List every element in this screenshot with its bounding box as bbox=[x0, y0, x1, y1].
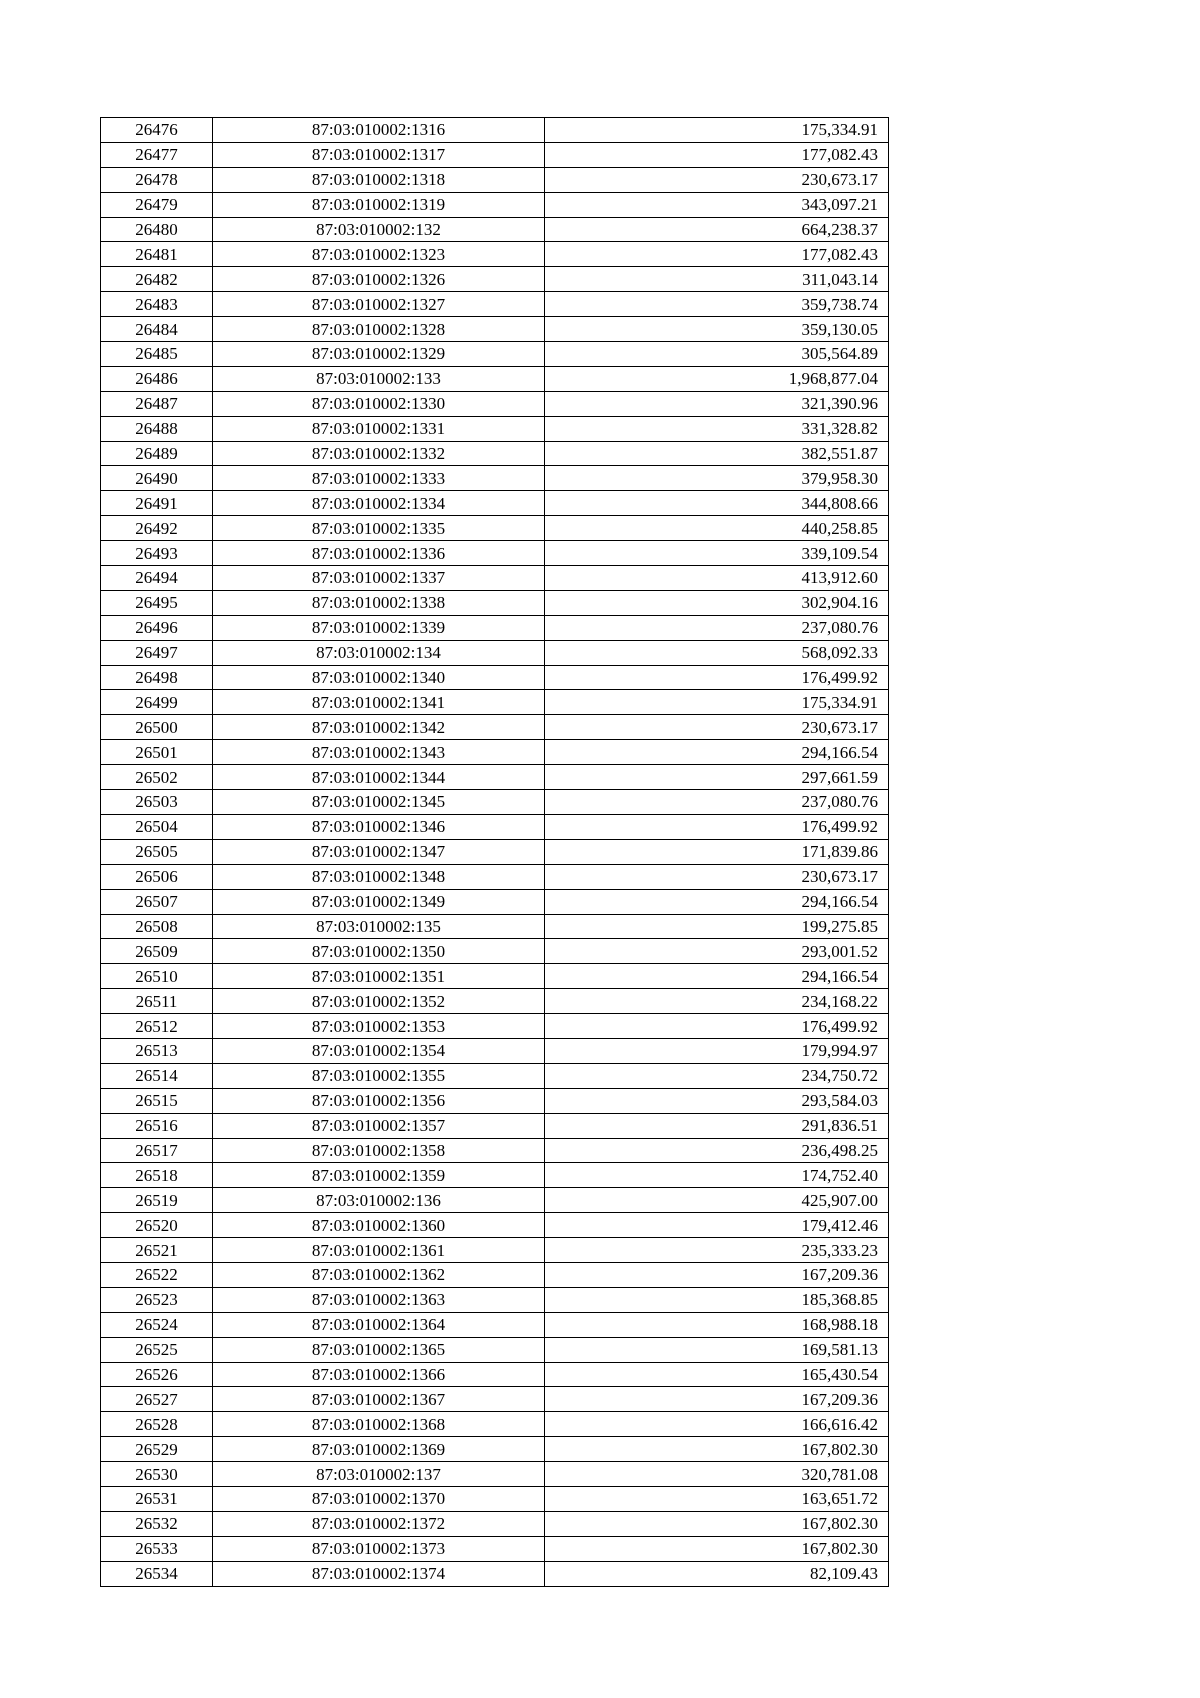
row-number-cell: 26501 bbox=[101, 740, 213, 765]
cadastral-value-cell: 167,802.30 bbox=[545, 1536, 889, 1561]
cadastral-value-cell: 294,166.54 bbox=[545, 740, 889, 765]
table-row bbox=[101, 541, 889, 566]
cadastral-value-cell: 234,750.72 bbox=[545, 1063, 889, 1088]
table-row bbox=[101, 118, 889, 143]
row-number-cell: 26518 bbox=[101, 1163, 213, 1188]
table-row bbox=[101, 715, 889, 740]
cadastral-number-cell: 87:03:010002:1343 bbox=[213, 740, 545, 765]
table-row bbox=[101, 1536, 889, 1561]
cadastral-value-cell: 177,082.43 bbox=[545, 142, 889, 167]
table-row bbox=[101, 1511, 889, 1536]
row-number-cell: 26510 bbox=[101, 964, 213, 989]
row-number-cell: 26494 bbox=[101, 566, 213, 591]
cadastral-number-cell: 87:03:010002:1368 bbox=[213, 1412, 545, 1437]
row-number-cell: 26486 bbox=[101, 366, 213, 391]
row-number-cell: 26511 bbox=[101, 989, 213, 1014]
table-row bbox=[101, 1561, 889, 1586]
row-number-cell: 26478 bbox=[101, 167, 213, 192]
cadastral-value-cell: 199,275.85 bbox=[545, 914, 889, 939]
table-row bbox=[101, 690, 889, 715]
row-number-cell: 26499 bbox=[101, 690, 213, 715]
row-number-cell: 26515 bbox=[101, 1088, 213, 1113]
cadastral-value-cell: 177,082.43 bbox=[545, 242, 889, 267]
row-number-cell: 26532 bbox=[101, 1511, 213, 1536]
row-number-cell: 26512 bbox=[101, 1014, 213, 1039]
table-row bbox=[101, 366, 889, 391]
cadastral-number-cell: 87:03:010002:1372 bbox=[213, 1511, 545, 1536]
row-number-cell: 26495 bbox=[101, 590, 213, 615]
row-number-cell: 26530 bbox=[101, 1462, 213, 1487]
cadastral-value-table bbox=[100, 117, 889, 1587]
cadastral-value-cell: 344,808.66 bbox=[545, 491, 889, 516]
cadastral-number-cell: 87:03:010002:1330 bbox=[213, 391, 545, 416]
row-number-cell: 26493 bbox=[101, 541, 213, 566]
cadastral-number-cell: 87:03:010002:1332 bbox=[213, 441, 545, 466]
cadastral-value-cell: 237,080.76 bbox=[545, 790, 889, 815]
row-number-cell: 26491 bbox=[101, 491, 213, 516]
cadastral-value-cell: 167,209.36 bbox=[545, 1387, 889, 1412]
row-number-cell: 26483 bbox=[101, 292, 213, 317]
row-number-cell: 26496 bbox=[101, 615, 213, 640]
cadastral-value-cell: 339,109.54 bbox=[545, 541, 889, 566]
cadastral-value-cell: 359,738.74 bbox=[545, 292, 889, 317]
cadastral-value-cell: 413,912.60 bbox=[545, 566, 889, 591]
table-row bbox=[101, 1088, 889, 1113]
cadastral-value-cell: 82,109.43 bbox=[545, 1561, 889, 1586]
cadastral-number-cell: 87:03:010002:1334 bbox=[213, 491, 545, 516]
row-number-cell: 26529 bbox=[101, 1437, 213, 1462]
cadastral-value-cell: 359,130.05 bbox=[545, 317, 889, 342]
cadastral-value-cell: 168,988.18 bbox=[545, 1312, 889, 1337]
cadastral-number-cell: 87:03:010002:1361 bbox=[213, 1238, 545, 1263]
table-row bbox=[101, 167, 889, 192]
table-row bbox=[101, 1262, 889, 1287]
cadastral-number-cell: 87:03:010002:134 bbox=[213, 640, 545, 665]
cadastral-number-cell: 87:03:010002:1337 bbox=[213, 566, 545, 591]
cadastral-number-cell: 87:03:010002:1323 bbox=[213, 242, 545, 267]
cadastral-value-cell: 305,564.89 bbox=[545, 342, 889, 367]
cadastral-number-cell: 87:03:010002:1326 bbox=[213, 267, 545, 292]
cadastral-number-cell: 87:03:010002:1317 bbox=[213, 142, 545, 167]
table-row bbox=[101, 1014, 889, 1039]
cadastral-number-cell: 87:03:010002:1366 bbox=[213, 1362, 545, 1387]
cadastral-number-cell: 87:03:010002:1351 bbox=[213, 964, 545, 989]
cadastral-value-cell: 293,001.52 bbox=[545, 939, 889, 964]
table-row bbox=[101, 317, 889, 342]
table-row bbox=[101, 989, 889, 1014]
row-number-cell: 26506 bbox=[101, 864, 213, 889]
table-row bbox=[101, 889, 889, 914]
cadastral-value-cell: 176,499.92 bbox=[545, 1014, 889, 1039]
cadastral-number-cell: 87:03:010002:1350 bbox=[213, 939, 545, 964]
row-number-cell: 26479 bbox=[101, 192, 213, 217]
cadastral-number-cell: 87:03:010002:1369 bbox=[213, 1437, 545, 1462]
table-row bbox=[101, 242, 889, 267]
cadastral-value-cell: 167,209.36 bbox=[545, 1262, 889, 1287]
table-row bbox=[101, 964, 889, 989]
table-row bbox=[101, 1113, 889, 1138]
cadastral-number-cell: 87:03:010002:1370 bbox=[213, 1486, 545, 1511]
table-row bbox=[101, 1362, 889, 1387]
row-number-cell: 26509 bbox=[101, 939, 213, 964]
cadastral-value-cell: 379,958.30 bbox=[545, 466, 889, 491]
table-row bbox=[101, 1412, 889, 1437]
row-number-cell: 26489 bbox=[101, 441, 213, 466]
cadastral-value-cell: 302,904.16 bbox=[545, 590, 889, 615]
cadastral-value-cell: 230,673.17 bbox=[545, 715, 889, 740]
cadastral-number-cell: 87:03:010002:1353 bbox=[213, 1014, 545, 1039]
cadastral-value-cell: 320,781.08 bbox=[545, 1462, 889, 1487]
table-row bbox=[101, 566, 889, 591]
cadastral-value-cell: 234,168.22 bbox=[545, 989, 889, 1014]
table-row bbox=[101, 864, 889, 889]
row-number-cell: 26513 bbox=[101, 1038, 213, 1063]
table-row bbox=[101, 1437, 889, 1462]
table-row bbox=[101, 939, 889, 964]
row-number-cell: 26482 bbox=[101, 267, 213, 292]
cadastral-value-cell: 176,499.92 bbox=[545, 814, 889, 839]
cadastral-value-cell: 176,499.92 bbox=[545, 665, 889, 690]
cadastral-value-cell: 179,994.97 bbox=[545, 1038, 889, 1063]
table-row bbox=[101, 615, 889, 640]
cadastral-value-cell: 174,752.40 bbox=[545, 1163, 889, 1188]
cadastral-number-cell: 87:03:010002:1329 bbox=[213, 342, 545, 367]
row-number-cell: 26503 bbox=[101, 790, 213, 815]
cadastral-number-cell: 87:03:010002:1347 bbox=[213, 839, 545, 864]
cadastral-number-cell: 87:03:010002:1339 bbox=[213, 615, 545, 640]
cadastral-number-cell: 87:03:010002:1352 bbox=[213, 989, 545, 1014]
cadastral-number-cell: 87:03:010002:1358 bbox=[213, 1138, 545, 1163]
table-row bbox=[101, 1312, 889, 1337]
cadastral-value-cell: 294,166.54 bbox=[545, 889, 889, 914]
table-row bbox=[101, 192, 889, 217]
cadastral-value-cell: 163,651.72 bbox=[545, 1486, 889, 1511]
cadastral-value-cell: 293,584.03 bbox=[545, 1088, 889, 1113]
cadastral-number-cell: 87:03:010002:1355 bbox=[213, 1063, 545, 1088]
cadastral-value-cell: 321,390.96 bbox=[545, 391, 889, 416]
table-row bbox=[101, 839, 889, 864]
cadastral-number-cell: 87:03:010002:136 bbox=[213, 1188, 545, 1213]
table-row bbox=[101, 665, 889, 690]
cadastral-number-cell: 87:03:010002:1341 bbox=[213, 690, 545, 715]
cadastral-value-cell: 343,097.21 bbox=[545, 192, 889, 217]
row-number-cell: 26500 bbox=[101, 715, 213, 740]
row-number-cell: 26519 bbox=[101, 1188, 213, 1213]
table-row bbox=[101, 1287, 889, 1312]
cadastral-number-cell: 87:03:010002:1345 bbox=[213, 790, 545, 815]
cadastral-number-cell: 87:03:010002:1354 bbox=[213, 1038, 545, 1063]
row-number-cell: 26514 bbox=[101, 1063, 213, 1088]
cadastral-number-cell: 87:03:010002:1338 bbox=[213, 590, 545, 615]
table-row bbox=[101, 416, 889, 441]
row-number-cell: 26477 bbox=[101, 142, 213, 167]
row-number-cell: 26516 bbox=[101, 1113, 213, 1138]
table-row bbox=[101, 1213, 889, 1238]
cadastral-number-cell: 87:03:010002:1363 bbox=[213, 1287, 545, 1312]
cadastral-number-cell: 87:03:010002:1336 bbox=[213, 541, 545, 566]
cadastral-number-cell: 87:03:010002:1340 bbox=[213, 665, 545, 690]
table-row bbox=[101, 1387, 889, 1412]
cadastral-number-cell: 87:03:010002:1328 bbox=[213, 317, 545, 342]
table-row bbox=[101, 1163, 889, 1188]
cadastral-value-cell: 291,836.51 bbox=[545, 1113, 889, 1138]
row-number-cell: 26490 bbox=[101, 466, 213, 491]
table-row bbox=[101, 267, 889, 292]
cadastral-value-cell: 237,080.76 bbox=[545, 615, 889, 640]
cadastral-value-cell: 382,551.87 bbox=[545, 441, 889, 466]
table-row bbox=[101, 342, 889, 367]
row-number-cell: 26521 bbox=[101, 1238, 213, 1263]
row-number-cell: 26487 bbox=[101, 391, 213, 416]
row-number-cell: 26533 bbox=[101, 1536, 213, 1561]
cadastral-number-cell: 87:03:010002:1365 bbox=[213, 1337, 545, 1362]
row-number-cell: 26520 bbox=[101, 1213, 213, 1238]
cadastral-number-cell: 87:03:010002:1348 bbox=[213, 864, 545, 889]
row-number-cell: 26476 bbox=[101, 118, 213, 143]
table-row bbox=[101, 740, 889, 765]
table-row bbox=[101, 1337, 889, 1362]
cadastral-value-cell: 1,968,877.04 bbox=[545, 366, 889, 391]
cadastral-value-cell: 169,581.13 bbox=[545, 1337, 889, 1362]
row-number-cell: 26508 bbox=[101, 914, 213, 939]
cadastral-number-cell: 87:03:010002:1319 bbox=[213, 192, 545, 217]
cadastral-number-cell: 87:03:010002:1346 bbox=[213, 814, 545, 839]
cadastral-number-cell: 87:03:010002:133 bbox=[213, 366, 545, 391]
cadastral-value-cell: 236,498.25 bbox=[545, 1138, 889, 1163]
table-row bbox=[101, 466, 889, 491]
row-number-cell: 26481 bbox=[101, 242, 213, 267]
table-row bbox=[101, 814, 889, 839]
table-row bbox=[101, 590, 889, 615]
cadastral-number-cell: 87:03:010002:1357 bbox=[213, 1113, 545, 1138]
row-number-cell: 26492 bbox=[101, 516, 213, 541]
cadastral-value-cell: 167,802.30 bbox=[545, 1437, 889, 1462]
cadastral-number-cell: 87:03:010002:1359 bbox=[213, 1163, 545, 1188]
cadastral-number-cell: 87:03:010002:1360 bbox=[213, 1213, 545, 1238]
cadastral-value-cell: 425,907.00 bbox=[545, 1188, 889, 1213]
table-row bbox=[101, 441, 889, 466]
table-row bbox=[101, 1038, 889, 1063]
table-row bbox=[101, 1063, 889, 1088]
cadastral-number-cell: 87:03:010002:1374 bbox=[213, 1561, 545, 1586]
table-row bbox=[101, 640, 889, 665]
table-row bbox=[101, 1462, 889, 1487]
cadastral-number-cell: 87:03:010002:1316 bbox=[213, 118, 545, 143]
row-number-cell: 26525 bbox=[101, 1337, 213, 1362]
cadastral-number-cell: 87:03:010002:1349 bbox=[213, 889, 545, 914]
row-number-cell: 26522 bbox=[101, 1262, 213, 1287]
row-number-cell: 26504 bbox=[101, 814, 213, 839]
row-number-cell: 26502 bbox=[101, 765, 213, 790]
row-number-cell: 26484 bbox=[101, 317, 213, 342]
cadastral-value-cell: 311,043.14 bbox=[545, 267, 889, 292]
cadastral-value-cell: 568,092.33 bbox=[545, 640, 889, 665]
table-row bbox=[101, 1138, 889, 1163]
cadastral-number-cell: 87:03:010002:1327 bbox=[213, 292, 545, 317]
cadastral-number-cell: 87:03:010002:1342 bbox=[213, 715, 545, 740]
row-number-cell: 26480 bbox=[101, 217, 213, 242]
cadastral-value-cell: 297,661.59 bbox=[545, 765, 889, 790]
cadastral-number-cell: 87:03:010002:137 bbox=[213, 1462, 545, 1487]
row-number-cell: 26497 bbox=[101, 640, 213, 665]
row-number-cell: 26488 bbox=[101, 416, 213, 441]
cadastral-value-cell: 440,258.85 bbox=[545, 516, 889, 541]
cadastral-number-cell: 87:03:010002:132 bbox=[213, 217, 545, 242]
row-number-cell: 26524 bbox=[101, 1312, 213, 1337]
row-number-cell: 26534 bbox=[101, 1561, 213, 1586]
table-row bbox=[101, 292, 889, 317]
row-number-cell: 26498 bbox=[101, 665, 213, 690]
table-row bbox=[101, 790, 889, 815]
table-row bbox=[101, 491, 889, 516]
cadastral-value-cell: 294,166.54 bbox=[545, 964, 889, 989]
table-row bbox=[101, 516, 889, 541]
table-row bbox=[101, 142, 889, 167]
row-number-cell: 26528 bbox=[101, 1412, 213, 1437]
row-number-cell: 26523 bbox=[101, 1287, 213, 1312]
table-row bbox=[101, 914, 889, 939]
cadastral-value-cell: 230,673.17 bbox=[545, 167, 889, 192]
cadastral-number-cell: 87:03:010002:1318 bbox=[213, 167, 545, 192]
cadastral-value-cell: 167,802.30 bbox=[545, 1511, 889, 1536]
table-row bbox=[101, 391, 889, 416]
table-row bbox=[101, 1188, 889, 1213]
table-row bbox=[101, 765, 889, 790]
cadastral-number-cell: 87:03:010002:1373 bbox=[213, 1536, 545, 1561]
cadastral-value-cell: 175,334.91 bbox=[545, 690, 889, 715]
cadastral-number-cell: 87:03:010002:1367 bbox=[213, 1387, 545, 1412]
table-body bbox=[101, 118, 889, 1587]
cadastral-number-cell: 87:03:010002:1333 bbox=[213, 466, 545, 491]
cadastral-number-cell: 87:03:010002:1335 bbox=[213, 516, 545, 541]
cadastral-value-cell: 179,412.46 bbox=[545, 1213, 889, 1238]
cadastral-number-cell: 87:03:010002:1331 bbox=[213, 416, 545, 441]
cadastral-value-cell: 664,238.37 bbox=[545, 217, 889, 242]
table-row bbox=[101, 1486, 889, 1511]
cadastral-value-cell: 166,616.42 bbox=[545, 1412, 889, 1437]
cadastral-number-cell: 87:03:010002:1362 bbox=[213, 1262, 545, 1287]
cadastral-value-cell: 230,673.17 bbox=[545, 864, 889, 889]
cadastral-value-cell: 175,334.91 bbox=[545, 118, 889, 143]
row-number-cell: 26507 bbox=[101, 889, 213, 914]
cadastral-number-cell: 87:03:010002:135 bbox=[213, 914, 545, 939]
cadastral-number-cell: 87:03:010002:1356 bbox=[213, 1088, 545, 1113]
row-number-cell: 26485 bbox=[101, 342, 213, 367]
row-number-cell: 26526 bbox=[101, 1362, 213, 1387]
cadastral-value-cell: 331,328.82 bbox=[545, 416, 889, 441]
row-number-cell: 26505 bbox=[101, 839, 213, 864]
cadastral-value-cell: 235,333.23 bbox=[545, 1238, 889, 1263]
row-number-cell: 26517 bbox=[101, 1138, 213, 1163]
cadastral-number-cell: 87:03:010002:1364 bbox=[213, 1312, 545, 1337]
cadastral-value-cell: 165,430.54 bbox=[545, 1362, 889, 1387]
row-number-cell: 26531 bbox=[101, 1486, 213, 1511]
cadastral-value-cell: 185,368.85 bbox=[545, 1287, 889, 1312]
cadastral-value-cell: 171,839.86 bbox=[545, 839, 889, 864]
row-number-cell: 26527 bbox=[101, 1387, 213, 1412]
table-row bbox=[101, 217, 889, 242]
cadastral-number-cell: 87:03:010002:1344 bbox=[213, 765, 545, 790]
table-row bbox=[101, 1238, 889, 1263]
